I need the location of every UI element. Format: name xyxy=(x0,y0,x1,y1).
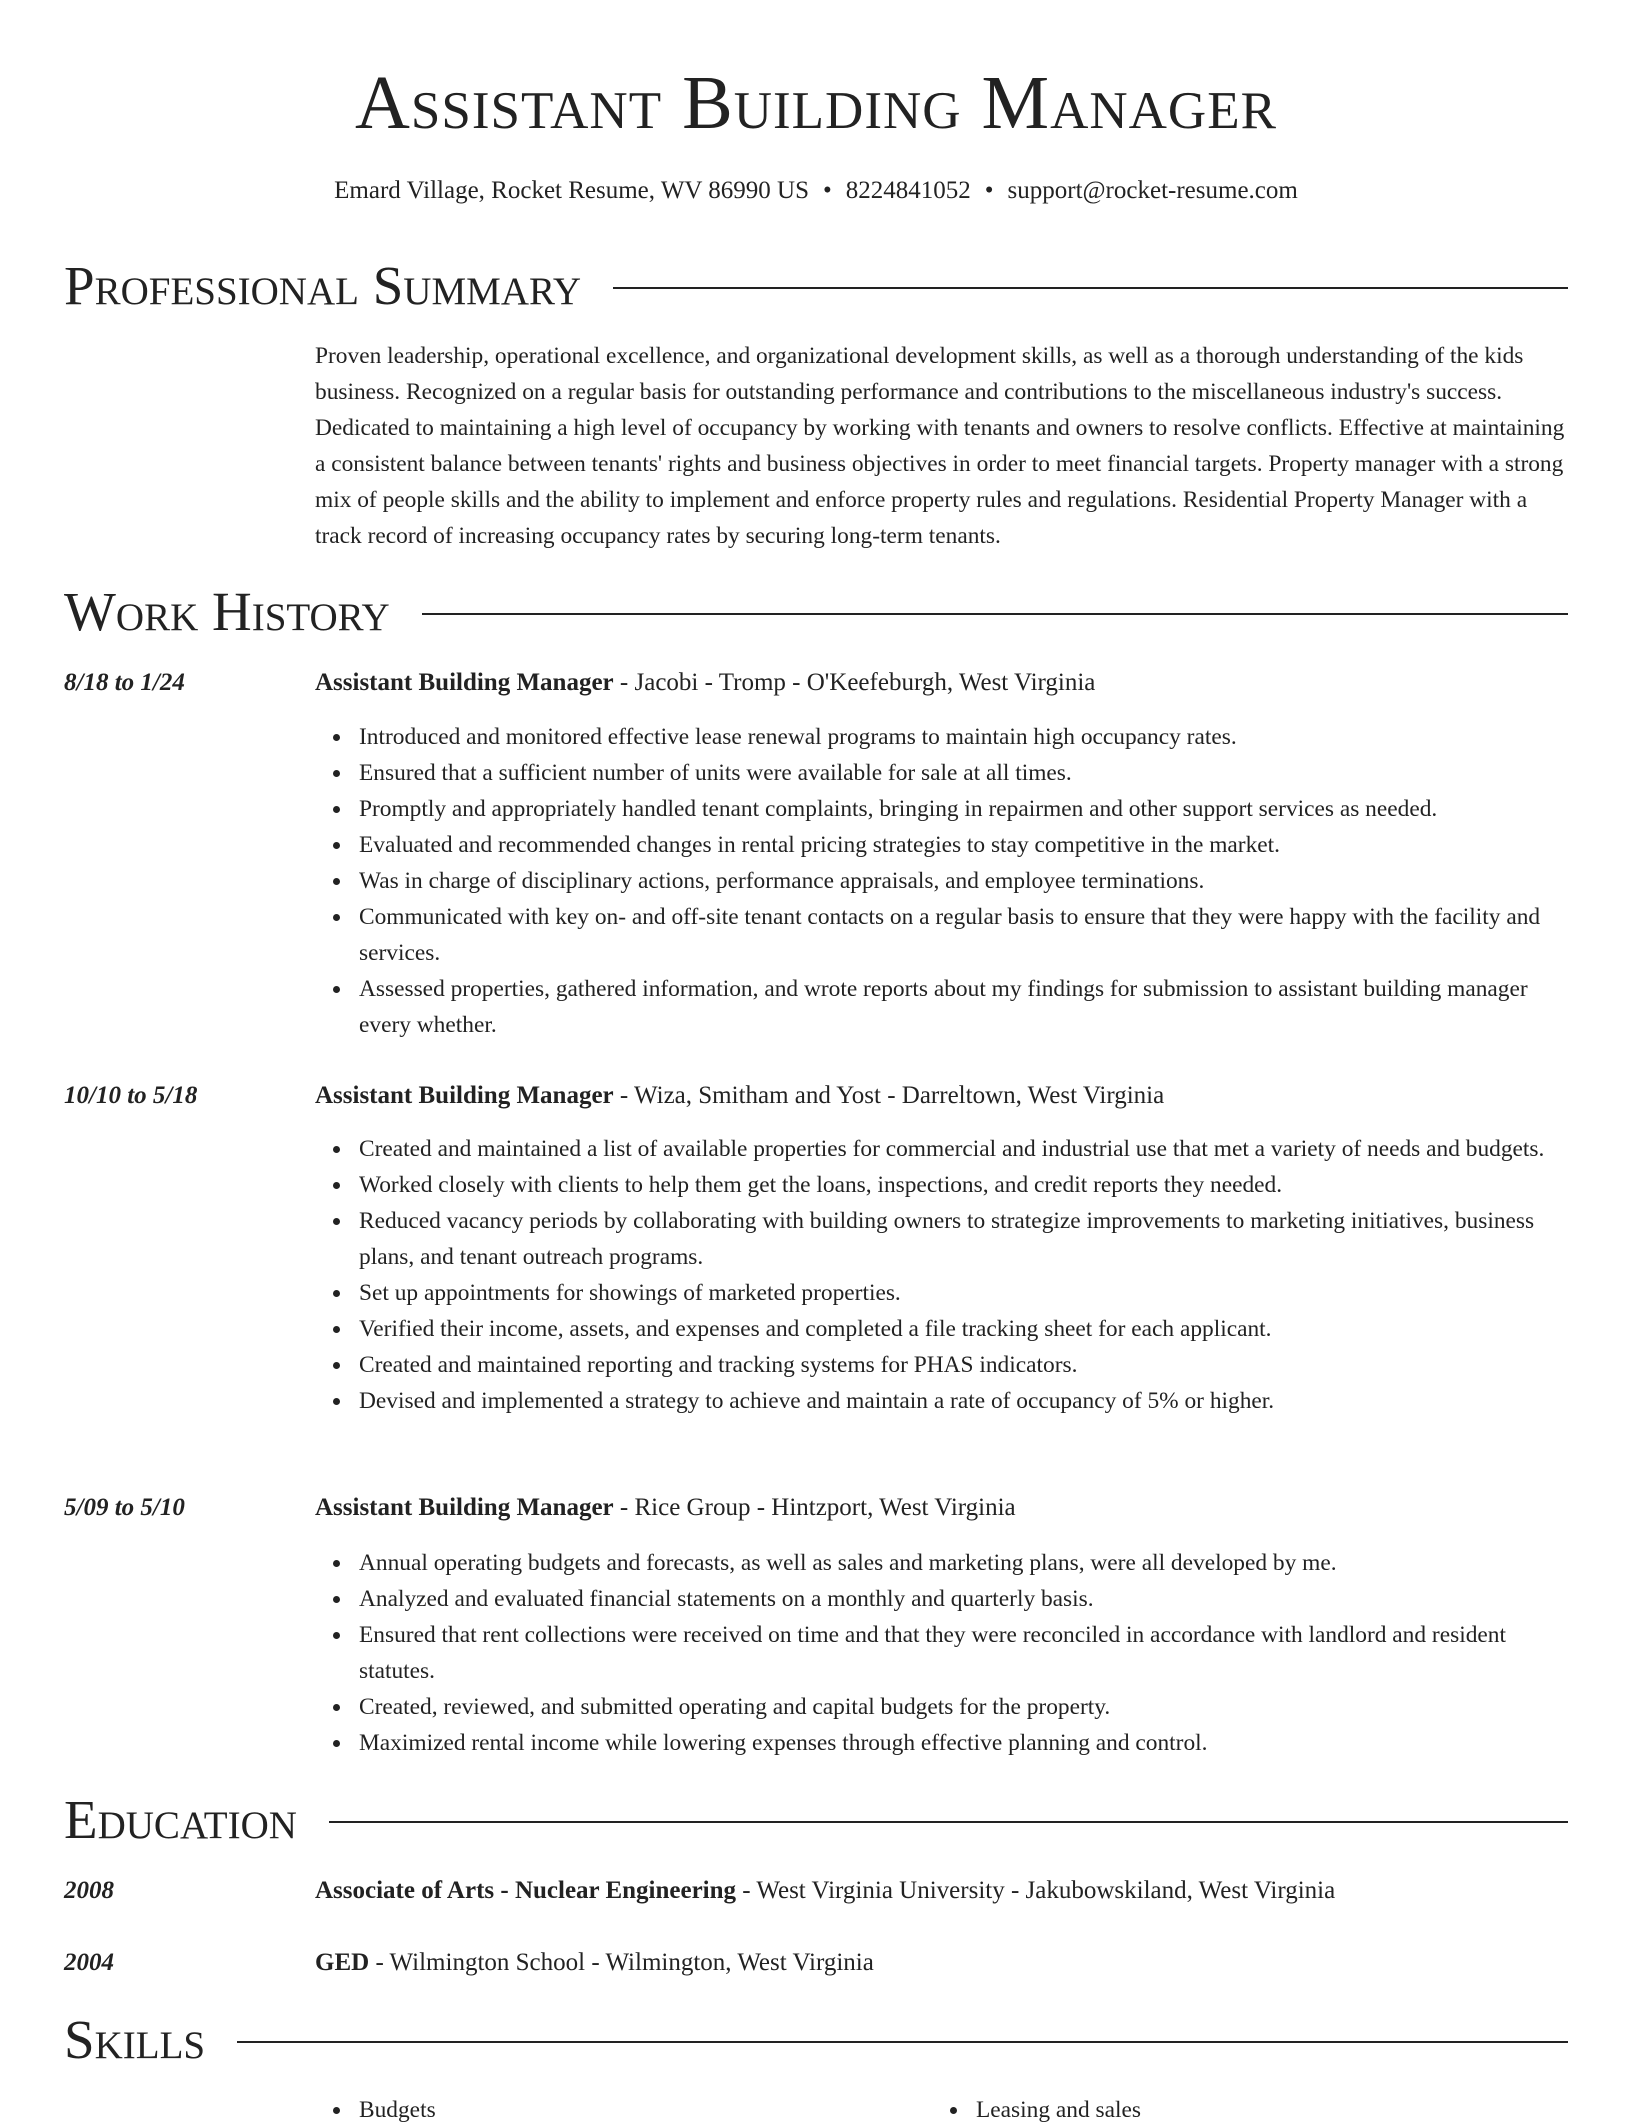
job-bullet: Annual operating budgets and forecasts, as well as sales and marketing plans, were all developed by me. xyxy=(359,1545,1568,1581)
job-bullets xyxy=(315,719,1568,1043)
job-bullet: Assessed properties, gathered information, and wrote reports about my findings for submission to assistant building manager every whether. xyxy=(359,971,1568,1043)
job-dates: 10/10 to 5/18 xyxy=(64,1082,198,1109)
job-bullet: Promptly and appropriately handled tenant complaints, bringing in repairmen and other support services as needed. xyxy=(359,791,1568,827)
job-bullet: Created and maintained reporting and tracking systems for PHAS indicators. xyxy=(359,1347,1568,1383)
job-bullet: Created and maintained a list of available properties for commercial and industrial use that met a variety of needs and budgets. xyxy=(359,1131,1568,1167)
job-bullet: Verified their income, assets, and expenses and completed a file tracking sheet for each applicant. xyxy=(359,1311,1568,1347)
contact-line xyxy=(0,176,1632,206)
education-details: - West Virginia University - Jakubowskiland, West Virginia xyxy=(736,1877,1336,1904)
contact-separator: • xyxy=(823,177,832,204)
education-degree: GED xyxy=(315,1949,370,1976)
summary-text: Proven leadership, operational excellence, and organizational development skills, as well as a thorough understanding of the kids business. Recognized on a regular basis for outstanding performance and contributions to the miscellaneous industry's success. Dedicated to maintaining a high level of occupancy by working with tenants and owners to resolve conflicts. Effective at maintaining a consistent balance between tenants' rights and business objectives in order to meet financial targets. Property manager with a strong mix of people skills and the ability to implement and enforce property rules and regulations. Residential Property Manager with a track record of increasing occupancy rates by securing long-term tenants. xyxy=(315,343,1565,549)
skills-list-left xyxy=(359,2092,436,2128)
job-bullet: Devised and implemented a strategy to achieve and maintain a rate of occupancy of 5% or higher. xyxy=(359,1383,1568,1419)
work-section-title: Work History xyxy=(64,581,390,642)
skill-item: Budgets xyxy=(359,2092,436,2128)
job-details: - Wiza, Smitham and Yost - Darreltown, West Virginia xyxy=(613,1082,1165,1109)
job-dates: 5/09 to 5/10 xyxy=(64,1494,185,1521)
job-bullet: Communicated with key on- and off-site tenant contacts on a regular basis to ensure that they were happy with the facility and services. xyxy=(359,899,1568,971)
education-section-title: Education xyxy=(64,1789,297,1850)
job-bullet: Reduced vacancy periods by collaborating with building owners to strategize improvements to marketing initiatives, business plans, and tenant outreach programs. xyxy=(359,1203,1568,1275)
job-heading xyxy=(315,666,1095,700)
education-year: 2004 xyxy=(64,1949,114,1976)
skill-item: Leasing and sales xyxy=(976,2092,1141,2128)
contact-phone: 8224841052 xyxy=(845,177,971,204)
job-dates: 8/18 to 1/24 xyxy=(64,669,185,696)
summary-section-header xyxy=(64,256,1568,316)
job-heading xyxy=(315,1079,1164,1113)
job-bullet: Ensured that rent collections were received on time and that they were reconciled in accordance with landlord and resident statutes. xyxy=(359,1617,1568,1689)
education-heading xyxy=(315,1874,1335,1908)
skills-list-right xyxy=(976,2092,1141,2128)
job-bullets xyxy=(315,1131,1568,1419)
job-bullet: Evaluated and recommended changes in rental pricing strategies to stay competitive in the market. xyxy=(359,827,1568,863)
job-details: - Jacobi - Tromp - O'Keefeburgh, West Virginia xyxy=(613,669,1096,696)
education-heading xyxy=(315,1946,874,1980)
summary-section-title: Professional Summary xyxy=(64,255,582,316)
job-heading xyxy=(315,1491,1016,1525)
education-year: 2008 xyxy=(64,1877,114,1904)
education-section-header xyxy=(64,1790,1568,1850)
resume-name: Assistant Building Manager xyxy=(355,61,1277,145)
section-divider xyxy=(329,1821,1568,1823)
contact-address: Emard Village, Rocket Resume, WV 86990 US xyxy=(334,177,809,204)
job-role: Assistant Building Manager xyxy=(315,1494,614,1521)
section-divider xyxy=(613,287,1568,289)
skills-section-header xyxy=(64,2010,1568,2070)
job-bullet: Analyzed and evaluated financial statements on a monthly and quarterly basis. xyxy=(359,1581,1568,1617)
contact-email: support@rocket-resume.com xyxy=(1007,177,1298,204)
education-details: - Wilmington School - Wilmington, West Virginia xyxy=(369,1949,874,1976)
job-bullet: Ensured that a sufficient number of units were available for sale at all times. xyxy=(359,755,1568,791)
section-divider xyxy=(237,2041,1568,2043)
job-bullet: Was in charge of disciplinary actions, performance appraisals, and employee terminations. xyxy=(359,863,1568,899)
job-bullets xyxy=(315,1545,1568,1761)
job-role: Assistant Building Manager xyxy=(315,669,614,696)
job-bullet: Set up appointments for showings of marketed properties. xyxy=(359,1275,1568,1311)
section-divider xyxy=(422,613,1568,615)
job-bullet: Created, reviewed, and submitted operating and capital budgets for the property. xyxy=(359,1689,1568,1725)
job-bullet: Introduced and monitored effective lease renewal programs to maintain high occupancy rates. xyxy=(359,719,1568,755)
contact-separator: • xyxy=(984,177,994,204)
work-section-header xyxy=(64,582,1568,642)
job-bullet: Maximized rental income while lowering expenses through effective planning and control. xyxy=(359,1725,1568,1761)
job-details: - Rice Group - Hintzport, West Virginia xyxy=(613,1494,1016,1521)
education-degree: Associate of Arts - Nuclear Engineering xyxy=(315,1877,737,1904)
job-bullet: Worked closely with clients to help them get the loans, inspections, and credit reports they needed. xyxy=(359,1167,1568,1203)
job-role: Assistant Building Manager xyxy=(315,1082,614,1109)
skills-section-title: Skills xyxy=(64,2009,206,2070)
